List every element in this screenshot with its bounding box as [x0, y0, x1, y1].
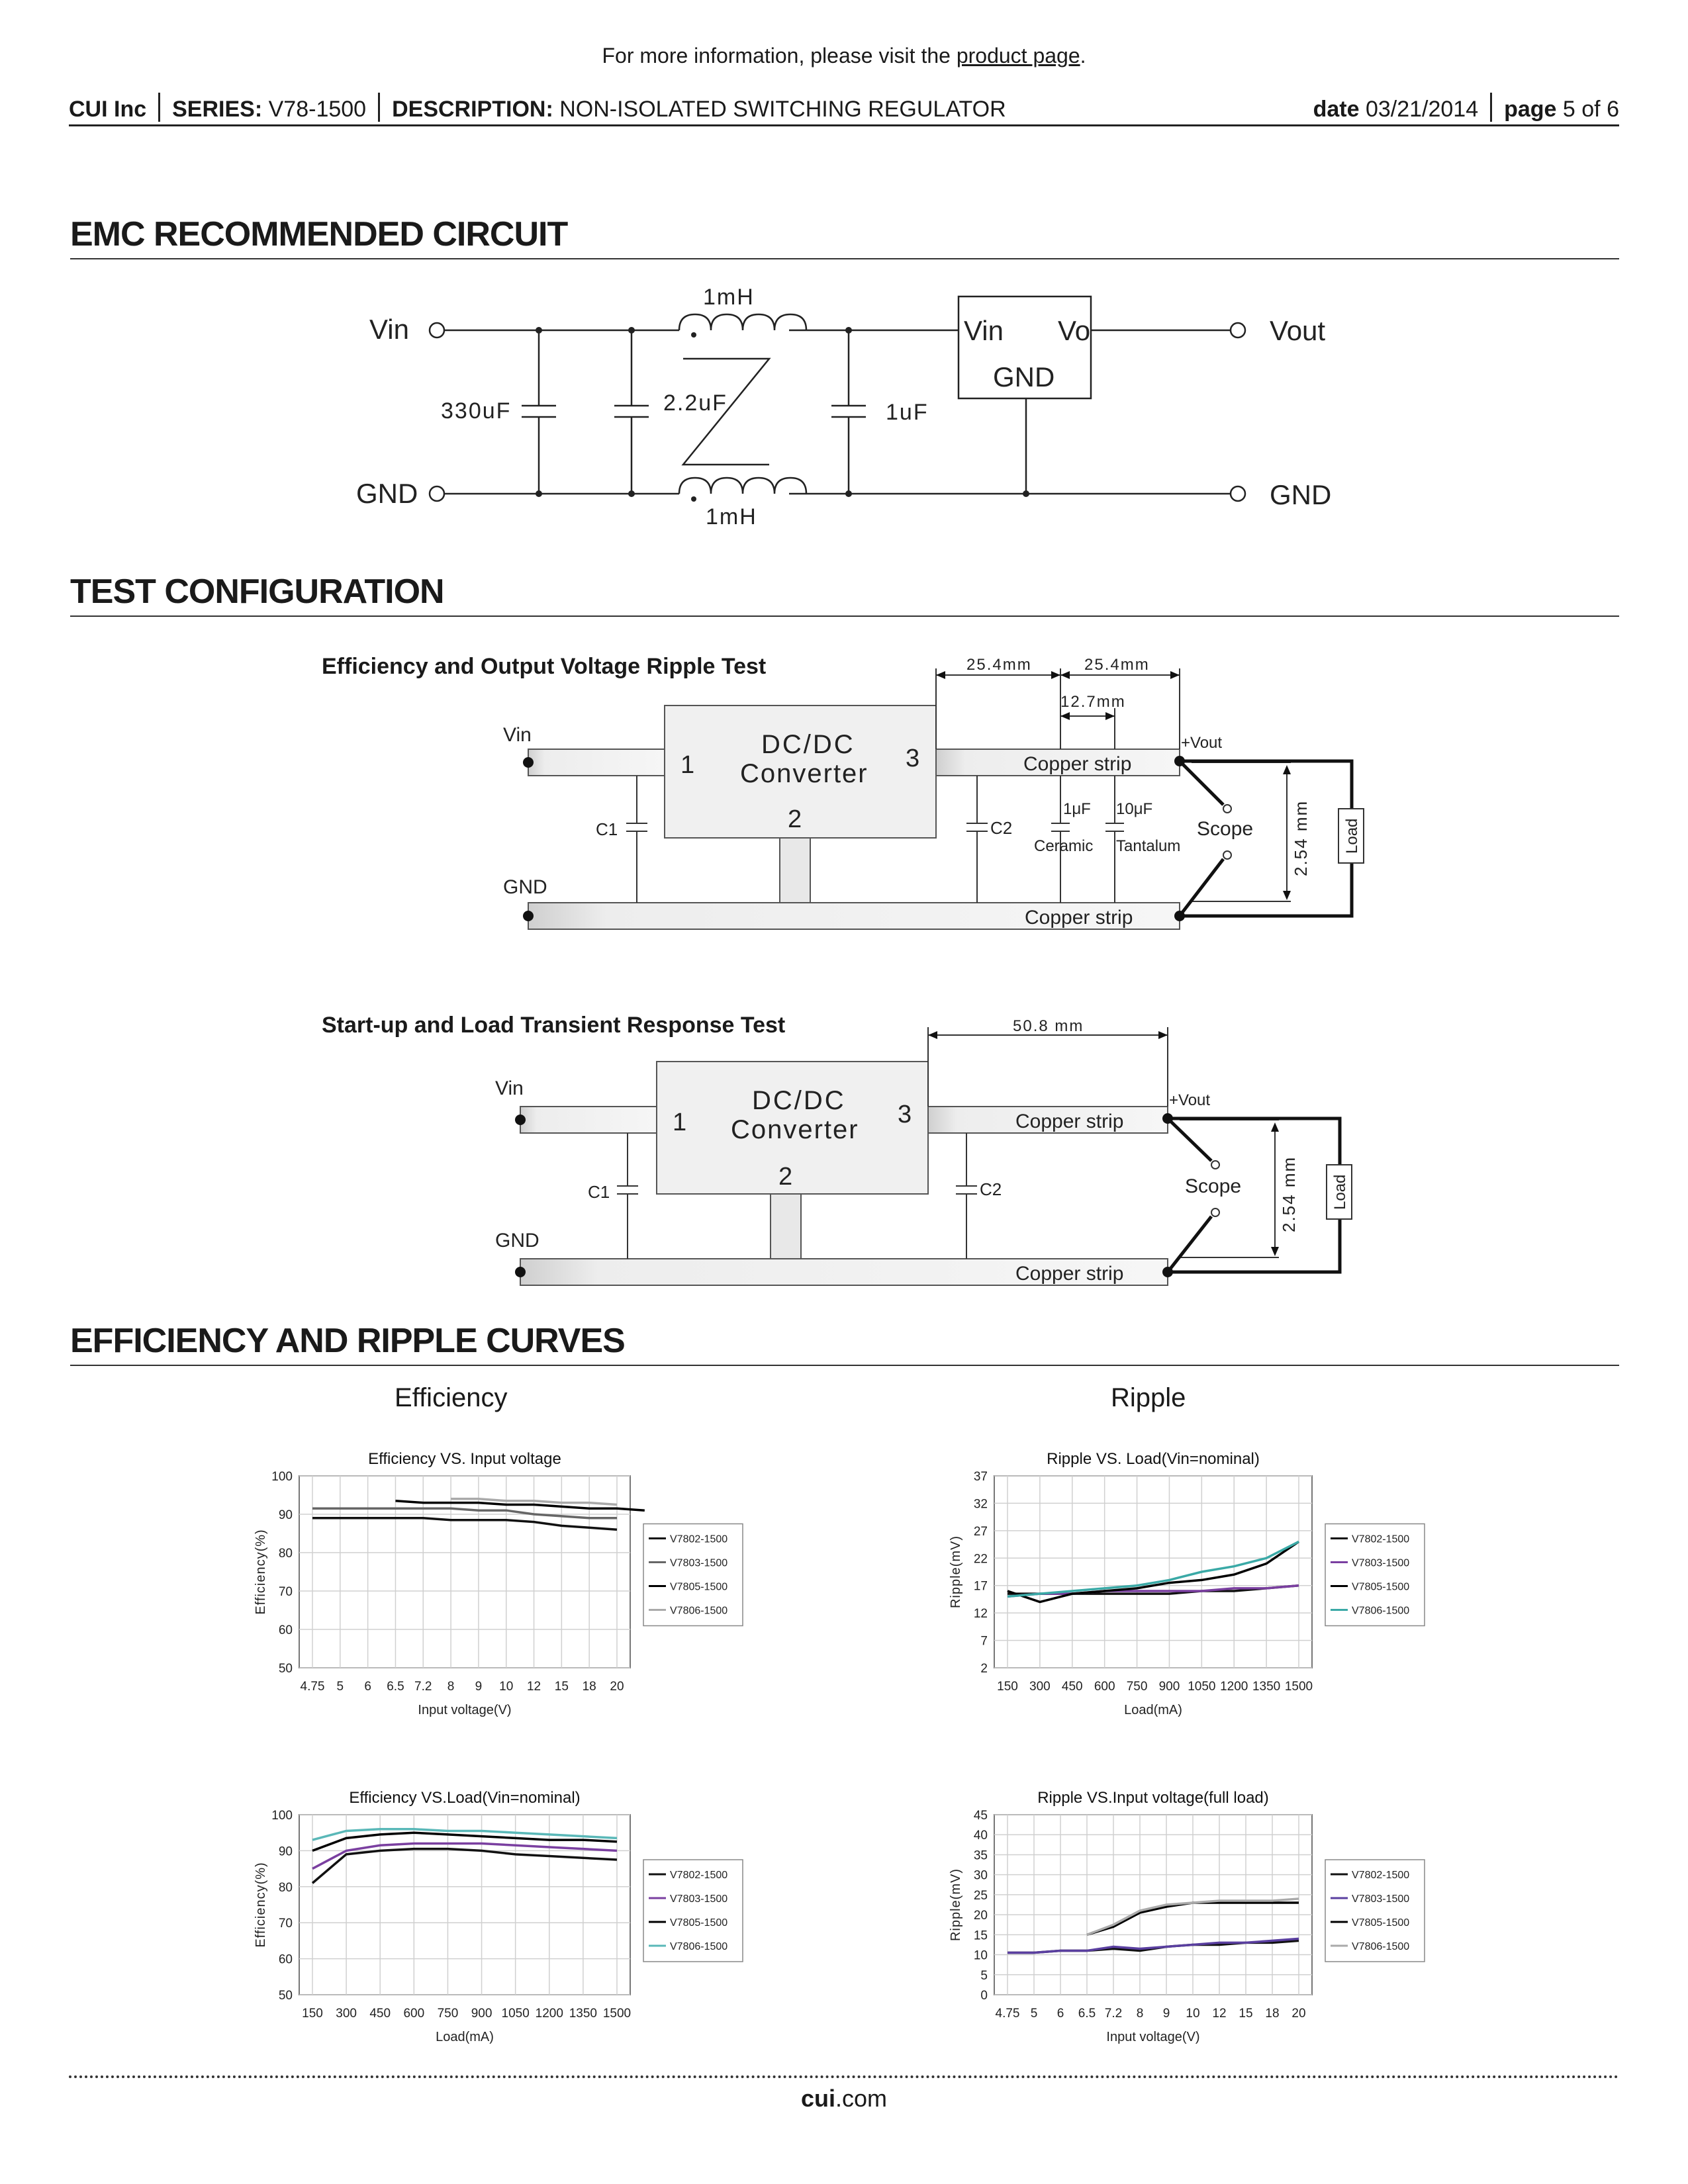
x-tick-label: 750: [437, 2007, 459, 2021]
x-tick-label: 6: [364, 1680, 371, 1694]
y-tick-label: 100: [271, 1470, 293, 1484]
y-tick-label: 27: [973, 1524, 988, 1539]
legend-entry: V7806-1500: [1352, 1605, 1410, 1617]
x-tick-label: 7.2: [1104, 2007, 1123, 2021]
emc-gnd-right-label: GND: [1270, 479, 1332, 510]
x-axis-label: Input voltage(V): [418, 1703, 512, 1717]
y-tick-label: 100: [271, 1809, 293, 1823]
top-note: [0, 44, 1688, 68]
y-tick-label: 35: [973, 1848, 988, 1863]
y-tick-label: 80: [278, 1547, 293, 1561]
efficiency-heading: Efficiency: [395, 1383, 508, 1412]
test1-spacing: 2.54 mm: [1291, 799, 1311, 876]
chart-efficiency-vs-input-voltage: [245, 1436, 774, 1727]
test2-vout: +Vout: [1169, 1091, 1211, 1109]
x-tick-label: 10: [1186, 2007, 1200, 2021]
legend-entry: V7806-1500: [1352, 1941, 1410, 1952]
y-tick-label: 50: [278, 1989, 293, 2003]
test1-c1: C1: [596, 819, 618, 839]
y-tick-label: 20: [973, 1909, 988, 1923]
x-tick-label: 150: [997, 1680, 1018, 1694]
chart-title: Efficiency VS.Load(Vin=nominal): [349, 1789, 581, 1807]
test1-scope: Scope: [1197, 818, 1254, 840]
footer-domain: .com: [835, 2085, 888, 2112]
test2-strip-bottom: Copper strip: [1015, 1263, 1124, 1285]
test2-load: Load: [1331, 1174, 1349, 1210]
legend-entry: V7802-1500: [670, 1533, 728, 1545]
x-tick-label: 4.75: [300, 1680, 325, 1694]
x-tick-label: 18: [1265, 2007, 1280, 2021]
section-emc-heading: EMC RECOMMENDED CIRCUIT: [70, 216, 1619, 259]
test1-diagram: [0, 655, 1688, 940]
footer-brand: cui: [800, 2085, 835, 2112]
footer-divider: [69, 2075, 1619, 2078]
test2-vin-label: Vin: [495, 1077, 524, 1099]
x-tick-label: 600: [403, 2007, 425, 2021]
footer-site[interactable]: [0, 2085, 1688, 2113]
y-tick-label: 40: [973, 1829, 988, 1843]
legend-entry: V7802-1500: [1352, 1533, 1410, 1545]
x-tick-label: 150: [302, 2007, 323, 2021]
test1-cap-b: 10μF: [1116, 800, 1153, 818]
x-tick-label: 8: [447, 1680, 455, 1694]
y-tick-label: 15: [973, 1929, 988, 1943]
test1-c2: C2: [990, 818, 1013, 838]
y-tick-label: 60: [278, 1952, 293, 1967]
test1-strip-top: Copper strip: [1023, 753, 1132, 775]
test2-strip-top: Copper strip: [1015, 1111, 1124, 1132]
date-value: 03/21/2014: [1365, 97, 1479, 122]
description-value: NON-ISOLATED SWITCHING REGULATOR: [559, 97, 1006, 122]
emc-cap-1uf: 1uF: [886, 400, 929, 425]
legend-entry: V7805-1500: [670, 1917, 728, 1929]
legend-entry: V7803-1500: [670, 1557, 728, 1569]
x-tick-label: 6.5: [387, 1680, 404, 1694]
x-tick-label: 1350: [1252, 1680, 1281, 1694]
test1-vin-label: Vin: [503, 724, 532, 746]
reg-vin-label: Vin: [964, 315, 1004, 346]
product-page-link[interactable]: product page: [956, 44, 1080, 68]
test1-pin2: 2: [788, 805, 802, 833]
test2-scope: Scope: [1185, 1175, 1242, 1197]
page-label: page: [1504, 97, 1557, 122]
emc-inductor-bottom-label: 1mH: [706, 504, 757, 529]
x-tick-label: 1500: [1284, 1680, 1313, 1694]
emc-circuit-diagram: [0, 278, 1688, 556]
series-value: V78-1500: [268, 97, 367, 122]
legend-entry: V7805-1500: [1352, 1581, 1410, 1593]
x-tick-label: 5: [336, 1680, 344, 1694]
emc-vout-label: Vout: [1270, 315, 1326, 346]
test1-dim3: 12.7mm: [1060, 693, 1126, 711]
y-tick-label: 10: [973, 1948, 988, 1963]
y-axis-label: Ripple(mV): [949, 1868, 963, 1942]
test1-load: Load: [1343, 818, 1361, 854]
test1-converter-line1: DC/DC: [761, 730, 855, 759]
legend-entry: V7805-1500: [1352, 1917, 1410, 1929]
test1-title: Efficiency and Output Voltage Ripple Test: [322, 654, 767, 679]
x-tick-label: 5: [1030, 2007, 1038, 2021]
y-tick-label: 17: [973, 1579, 988, 1594]
document-header: [69, 87, 1619, 126]
y-tick-label: 45: [973, 1809, 988, 1823]
x-tick-label: 1050: [501, 2007, 530, 2021]
legend-entry: V7803-1500: [670, 1893, 728, 1905]
test2-c2: C2: [980, 1179, 1002, 1199]
test2-pin3: 3: [898, 1101, 912, 1128]
y-tick-label: 0: [980, 1989, 988, 2003]
x-axis-label: Load(mA): [436, 2030, 494, 2044]
emc-cap-2-2uf: 2.2uF: [663, 390, 727, 416]
test1-cap-a: 1μF: [1063, 800, 1091, 818]
test1-pin1: 1: [680, 751, 695, 779]
chart-efficiency-vs-load: [245, 1780, 774, 2065]
legend-entry: V7806-1500: [670, 1605, 728, 1617]
top-note-text: For more information, please visit the: [602, 44, 957, 68]
x-tick-label: 20: [610, 1680, 624, 1694]
description-label: DESCRIPTION:: [392, 97, 553, 122]
legend-entry: V7802-1500: [670, 1870, 728, 1881]
x-tick-label: 18: [582, 1680, 596, 1694]
emc-cap-330uf: 330uF: [441, 398, 512, 424]
date-label: date: [1313, 97, 1360, 122]
x-tick-label: 1050: [1188, 1680, 1216, 1694]
test2-converter-line2: Converter: [731, 1115, 859, 1144]
plot-area: [299, 1815, 630, 1995]
y-tick-label: 70: [278, 1585, 293, 1599]
emc-gnd-left-label: GND: [356, 478, 418, 509]
legend-entry: V7805-1500: [670, 1581, 728, 1593]
emc-vin-label: Vin: [369, 314, 409, 345]
plot-area: [299, 1476, 630, 1668]
x-tick-label: 6: [1056, 2007, 1064, 2021]
x-tick-label: 15: [1239, 2007, 1253, 2021]
y-tick-label: 7: [980, 1634, 988, 1649]
x-tick-label: 600: [1094, 1680, 1115, 1694]
x-tick-label: 7.2: [414, 1680, 432, 1694]
x-tick-label: 12: [526, 1680, 541, 1694]
test2-dim: 50.8 mm: [1013, 1017, 1084, 1035]
x-tick-label: 20: [1291, 2007, 1306, 2021]
x-tick-label: 450: [369, 2007, 391, 2021]
test2-c1: C1: [588, 1182, 610, 1202]
y-tick-label: 60: [278, 1623, 293, 1637]
y-tick-label: 90: [278, 1508, 293, 1522]
x-tick-label: 10: [499, 1680, 514, 1694]
top-note-suffix: .: [1080, 44, 1086, 68]
series-label: SERIES:: [172, 97, 263, 122]
y-tick-label: 22: [973, 1552, 988, 1567]
test1-dim1: 25.4mm: [966, 656, 1032, 674]
legend-entry: V7806-1500: [670, 1941, 728, 1952]
test1-strip-bottom: Copper strip: [1025, 907, 1133, 929]
page-value: 5 of 6: [1562, 97, 1619, 122]
emc-inductor-top-label: 1mH: [703, 285, 755, 310]
test2-gnd-label: GND: [495, 1230, 539, 1251]
test2-pin1: 1: [673, 1109, 687, 1136]
x-tick-label: 1350: [569, 2007, 598, 2021]
x-tick-label: 1200: [1220, 1680, 1248, 1694]
legend-entry: V7803-1500: [1352, 1557, 1410, 1569]
y-tick-label: 80: [278, 1880, 293, 1895]
test1-dim2: 25.4mm: [1084, 656, 1150, 674]
chart-title: Efficiency VS. Input voltage: [368, 1450, 561, 1468]
section-test-heading: TEST CONFIGURATION: [70, 573, 1619, 617]
reg-gnd-label: GND: [993, 361, 1055, 392]
test2-spacing: 2.54 mm: [1279, 1156, 1299, 1232]
y-tick-label: 37: [973, 1470, 988, 1484]
x-tick-label: 300: [1029, 1680, 1051, 1694]
reg-vo-label: Vo: [1058, 315, 1091, 346]
y-tick-label: 5: [980, 1968, 988, 1983]
y-tick-label: 32: [973, 1497, 988, 1512]
x-tick-label: 9: [1162, 2007, 1170, 2021]
y-tick-label: 90: [278, 1844, 293, 1859]
y-axis-label: Efficiency(%): [254, 1529, 268, 1615]
x-tick-label: 6.5: [1078, 2007, 1096, 2021]
test1-gnd-label: GND: [503, 876, 547, 898]
chart-ripple-vs-input-voltage: [940, 1780, 1470, 2065]
test2-diagram: [0, 1013, 1688, 1297]
y-tick-label: 2: [980, 1662, 988, 1676]
test1-pin3: 3: [906, 745, 920, 772]
x-tick-label: 12: [1212, 2007, 1227, 2021]
x-tick-label: 750: [1126, 1680, 1148, 1694]
x-tick-label: 9: [475, 1680, 483, 1694]
x-tick-label: 450: [1061, 1680, 1083, 1694]
x-tick-label: 1200: [535, 2007, 563, 2021]
y-tick-label: 50: [278, 1662, 293, 1676]
test2-title: Start-up and Load Transient Response Test: [322, 1013, 786, 1038]
y-tick-label: 30: [973, 1868, 988, 1883]
section-curves-heading: EFFICIENCY AND RIPPLE CURVES: [70, 1322, 1619, 1366]
y-axis-label: Ripple(mV): [949, 1535, 963, 1609]
y-tick-label: 12: [973, 1607, 988, 1621]
y-tick-label: 25: [973, 1888, 988, 1903]
x-tick-label: 1500: [602, 2007, 632, 2021]
chart-ripple-vs-load: [940, 1436, 1470, 1727]
x-tick-label: 8: [1136, 2007, 1144, 2021]
ripple-heading: Ripple: [1111, 1383, 1186, 1412]
chart-title: Ripple VS. Load(Vin=nominal): [1047, 1450, 1260, 1468]
test1-cap-a-type: Ceramic: [1034, 837, 1094, 855]
x-tick-label: 900: [1158, 1680, 1180, 1694]
x-axis-label: Input voltage(V): [1106, 2030, 1200, 2044]
plot-area: [994, 1476, 1312, 1668]
y-tick-label: 70: [278, 1917, 293, 1931]
company-name: CUI Inc: [69, 97, 147, 122]
x-tick-label: 4.75: [995, 2007, 1020, 2021]
x-axis-label: Load(mA): [1124, 1703, 1182, 1717]
y-axis-label: Efficiency(%): [254, 1862, 268, 1948]
x-tick-label: 900: [471, 2007, 492, 2021]
legend-entry: V7802-1500: [1352, 1870, 1410, 1881]
x-tick-label: 300: [336, 2007, 357, 2021]
test1-cap-b-type: Tantalum: [1116, 837, 1181, 855]
plot-area: [994, 1815, 1312, 1995]
test2-pin2: 2: [778, 1163, 793, 1191]
chart-title: Ripple VS.Input voltage(full load): [1037, 1789, 1269, 1807]
test2-converter-line1: DC/DC: [752, 1086, 846, 1115]
legend-entry: V7803-1500: [1352, 1893, 1410, 1905]
x-tick-label: 15: [554, 1680, 569, 1694]
test1-converter-line2: Converter: [740, 759, 868, 788]
test1-vout: +Vout: [1181, 734, 1223, 752]
